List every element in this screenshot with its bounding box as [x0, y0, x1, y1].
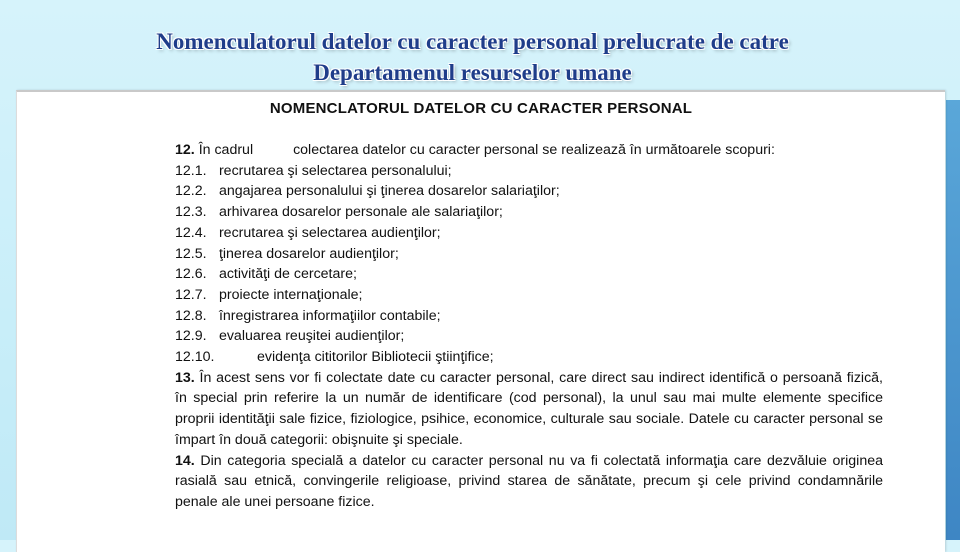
document-heading: NOMENCLATORUL DATELOR CU CARACTER PERSONAL [269, 100, 693, 117]
slide-title-line1: Nomenculatorul datelor cu caracter personal prelucrate de catre [156, 29, 789, 54]
item-12-text-start: În cadrul [198, 142, 254, 158]
list-item [175, 264, 883, 285]
list-item-text: ţinerea dosarelor audienţilor; [218, 245, 399, 262]
item-14-number: 14. [175, 452, 195, 469]
list-item-text: evidenţa cititorilor Bibliotecii ştiinţifice; [257, 349, 494, 366]
item-13-text: În acest sens vor fi colectate date cu caracter personal, care direct sau indirect identifică o persoană fizică, în special prin referire la un număr de identificare (cod personal), la unul sau mai multe elemente specifice proprii identităţii sale fizice, fiziologice, psihice, economice, culturale sau sociale. Datele cu caracter personal se împart în două categorii: obişnuite şi speciale. [175, 369, 883, 448]
item-13 [175, 368, 883, 451]
list-item-number: 12.1. [175, 162, 207, 179]
list-item-number: 12.10. [175, 349, 215, 366]
list-item-number: 12.2. [175, 183, 207, 200]
list-item [175, 223, 883, 244]
slide-title-line2: Departamenul resurselor umane [313, 60, 632, 85]
list-item-number: 12.7. [175, 286, 207, 303]
item-12 [175, 140, 883, 161]
list-item [175, 202, 883, 223]
list-item-text: arhivarea dosarelor personale ale salariaţilor; [218, 204, 503, 221]
list-item [175, 306, 883, 327]
item-13-number: 13. [175, 369, 195, 386]
list-item-number: 12.6. [175, 266, 207, 283]
item-12-text-end: colectarea datelor cu caracter personal se realizează în următoarele scopuri: [293, 142, 775, 158]
item-12-number: 12. [175, 142, 195, 158]
list-item-text: recrutarea şi selectarea personalului; [218, 162, 452, 179]
item-14-text: Din categoria specială a datelor cu caracter personal nu va fi colectată informaţia care dezvăluie originea rasială sau etnică, convingerile religioase, privind starea de sănătate, precum şi cele privind condamnările penale ale unei persoane fizice. [175, 452, 883, 510]
list-item [175, 181, 883, 202]
list-item [175, 161, 883, 182]
list-item-number: 12.5. [175, 245, 207, 262]
list-item [175, 326, 883, 347]
list-item-text: activităţi de cercetare; [218, 266, 357, 283]
right-accent-bar [946, 100, 960, 540]
list-item-number: 12.4. [175, 224, 207, 241]
list-item [175, 244, 883, 265]
list-item-text: recrutarea şi selectarea audienţilor; [218, 224, 441, 241]
list-item-text: evaluarea reuşitei audienţilor; [218, 328, 405, 345]
slide-title [0, 26, 945, 88]
list-item-text: angajarea personalului şi ţinerea dosarelor salariaţilor; [218, 183, 560, 200]
item-14 [175, 451, 883, 513]
list-item-number: 12.8. [175, 307, 207, 324]
list-item-text: înregistrarea informaţiilor contabile; [218, 307, 441, 324]
list-item [175, 285, 883, 306]
list-item-number: 12.3. [175, 204, 207, 221]
list-item [175, 347, 883, 368]
list-item-number: 12.9. [175, 328, 207, 345]
document-page [16, 90, 945, 552]
list-item-text: proiecte internaţionale; [218, 286, 363, 303]
document-body [175, 140, 883, 513]
